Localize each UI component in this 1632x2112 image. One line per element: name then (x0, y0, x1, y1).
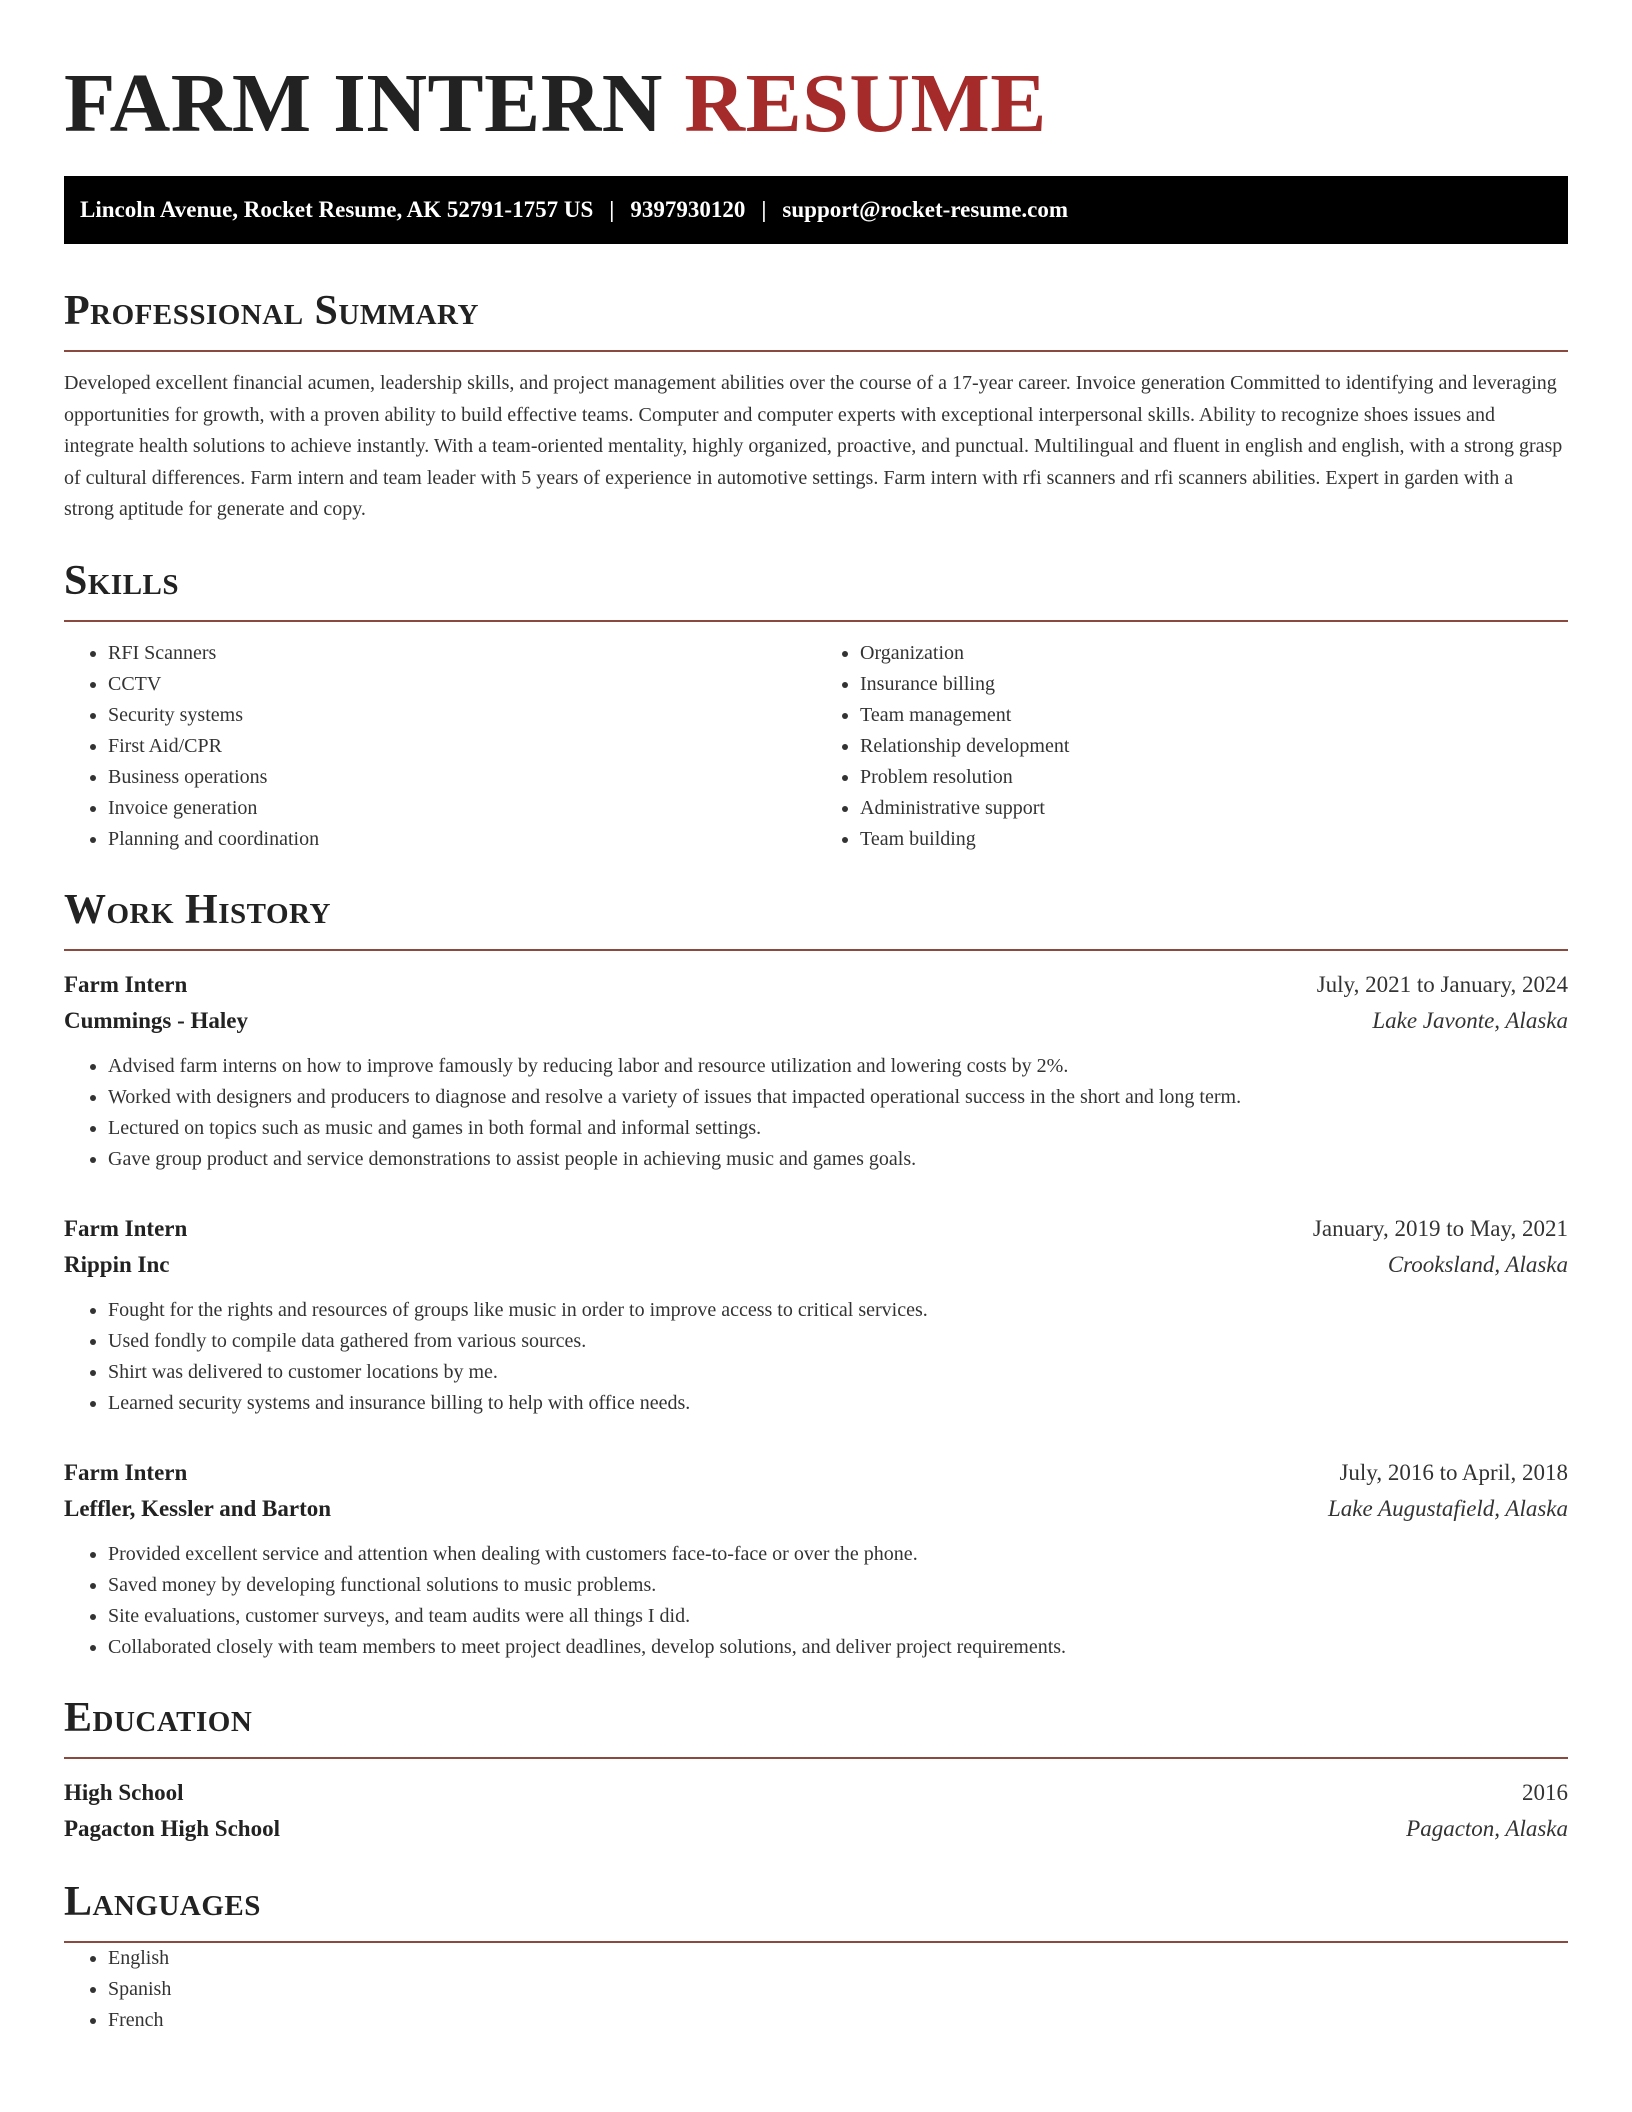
summary-text: Developed excellent financial acumen, leadership skills, and project management abilities over the course of a 17-year career. Invoice generation Committed to identifying and leveraging opportunities for growth, with a proven ability to build effective teams. Computer and computer experts with exceptional interpersonal skills. Ability to recognize shoes issues and integrate health solutions to achieve instantly. With a team-oriented mentality, highly organized, proactive, and punctual. Multilingual and fluent in english and english, with a strong grasp of cultural differences. Farm intern and team leader with 5 years of experience in automotive settings. Farm intern with rfi scanners and rfi scanners abilities. Expert in garden with a strong aptitude for generate and copy. (64, 372, 1563, 520)
skills-columns (64, 638, 1568, 855)
job-bullet: • Fought for the rights and resources of groups like music in order to improve access to critical services. (108, 1295, 1568, 1326)
education-header-row (64, 1775, 1568, 1811)
job-bullets (64, 1295, 1568, 1419)
job-header-row (64, 967, 1568, 1003)
contact-email[interactable]: support@rocket-resume.com (782, 197, 1069, 222)
job-entry (64, 967, 1568, 1175)
job-company: Leffler, Kessler and Barton (64, 1495, 332, 1521)
resume-page (64, 56, 1568, 2036)
job-bullet: • Learned security systems and insurance billing to help with office needs. (108, 1388, 1568, 1419)
skill-item: • Team management (860, 700, 1568, 731)
languages-section (64, 1877, 1568, 2036)
contact-separator: | (761, 197, 767, 222)
job-header-row (64, 1211, 1568, 1247)
contact-separator: | (609, 197, 615, 222)
section-heading: Skills (64, 556, 1568, 622)
job-title: Farm Intern (64, 1215, 188, 1241)
title-main: FARM INTERN (64, 57, 663, 150)
job-bullet: • Used fondly to compile data gathered from various sources. (108, 1326, 1568, 1357)
job-entry (64, 1455, 1568, 1663)
job-dates: January, 2019 to May, 2021 (1312, 1215, 1568, 1241)
job-company: Cummings - Haley (64, 1007, 248, 1033)
education-location: Pagacton, Alaska (1406, 1815, 1568, 1841)
job-header-row (64, 1455, 1568, 1491)
language-item: • English (108, 1943, 1568, 1974)
job-bullet: • Collaborated closely with team members to meet project deadlines, develop solutions, and deliver project requirements. (108, 1632, 1568, 1663)
skills-section (64, 556, 1568, 855)
job-location: Crooksland, Alaska (1387, 1251, 1568, 1277)
job-bullet: • Provided excellent service and attention when dealing with customers face-to-face or over the phone. (108, 1539, 1568, 1570)
job-bullet: • Saved money by developing functional solutions to music problems. (108, 1570, 1568, 1601)
job-location: Lake Augustafield, Alaska (1328, 1495, 1568, 1521)
job-entry (64, 1211, 1568, 1419)
title-accent: RESUME (684, 57, 1047, 150)
job-company-row (64, 1491, 1568, 1527)
job-dates: July, 2021 to January, 2024 (1316, 971, 1568, 997)
skill-item: • RFI Scanners (108, 638, 816, 669)
resume-title (64, 56, 1568, 152)
contact-bar (64, 176, 1568, 244)
language-item: • Spanish (108, 1974, 1568, 2005)
skills-list-left (64, 638, 816, 855)
skill-item: • Business operations (108, 762, 816, 793)
education-school-row (64, 1811, 1568, 1847)
education-school: Pagacton High School (64, 1815, 280, 1841)
skill-item: • Relationship development (860, 731, 1568, 762)
languages-list (64, 1943, 1568, 2036)
job-bullets (64, 1539, 1568, 1663)
job-company: Rippin Inc (64, 1251, 170, 1277)
education-entry (64, 1775, 1568, 1847)
job-bullets (64, 1051, 1568, 1175)
summary-section (64, 286, 1568, 526)
skill-item: • Planning and coordination (108, 824, 816, 855)
skill-item: • Administrative support (860, 793, 1568, 824)
contact-address: Lincoln Avenue, Rocket Resume, AK 52791-1757 US (80, 197, 594, 222)
job-title: Farm Intern (64, 1459, 188, 1485)
job-title: Farm Intern (64, 971, 188, 997)
job-location: Lake Javonte, Alaska (1372, 1007, 1568, 1033)
section-heading: Languages (64, 1877, 1568, 1943)
job-bullet: • Gave group product and service demonstrations to assist people in achieving music and games goals. (108, 1144, 1568, 1175)
work-history-section (64, 885, 1568, 1663)
job-company-row (64, 1247, 1568, 1283)
skill-item: • Team building (860, 824, 1568, 855)
education-degree: High School (64, 1779, 184, 1805)
section-heading: Professional Summary (64, 286, 1568, 352)
skill-item: • Insurance billing (860, 669, 1568, 700)
education-section (64, 1693, 1568, 1847)
job-dates: July, 2016 to April, 2018 (1339, 1459, 1568, 1485)
skills-list-right (816, 638, 1568, 855)
job-bullet: • Site evaluations, customer surveys, and team audits were all things I did. (108, 1601, 1568, 1632)
skill-item: • Security systems (108, 700, 816, 731)
skill-item: • CCTV (108, 669, 816, 700)
skill-item: • Invoice generation (108, 793, 816, 824)
skill-item: • First Aid/CPR (108, 731, 816, 762)
job-company-row (64, 1003, 1568, 1039)
job-bullet: • Lectured on topics such as music and games in both formal and informal settings. (108, 1113, 1568, 1144)
education-year: 2016 (1522, 1779, 1568, 1805)
skill-item: • Problem resolution (860, 762, 1568, 793)
skill-item: • Organization (860, 638, 1568, 669)
language-item: • French (108, 2005, 1568, 2036)
job-bullet: • Advised farm interns on how to improve famously by reducing labor and resource utilization and lowering costs by 2%. (108, 1051, 1568, 1082)
section-heading: Education (64, 1693, 1568, 1759)
section-heading: Work History (64, 885, 1568, 951)
contact-phone: 9397930120 (630, 197, 746, 222)
job-bullet: • Worked with designers and producers to diagnose and resolve a variety of issues that impacted operational success in the short and long term. (108, 1082, 1568, 1113)
job-bullet: • Shirt was delivered to customer locations by me. (108, 1357, 1568, 1388)
